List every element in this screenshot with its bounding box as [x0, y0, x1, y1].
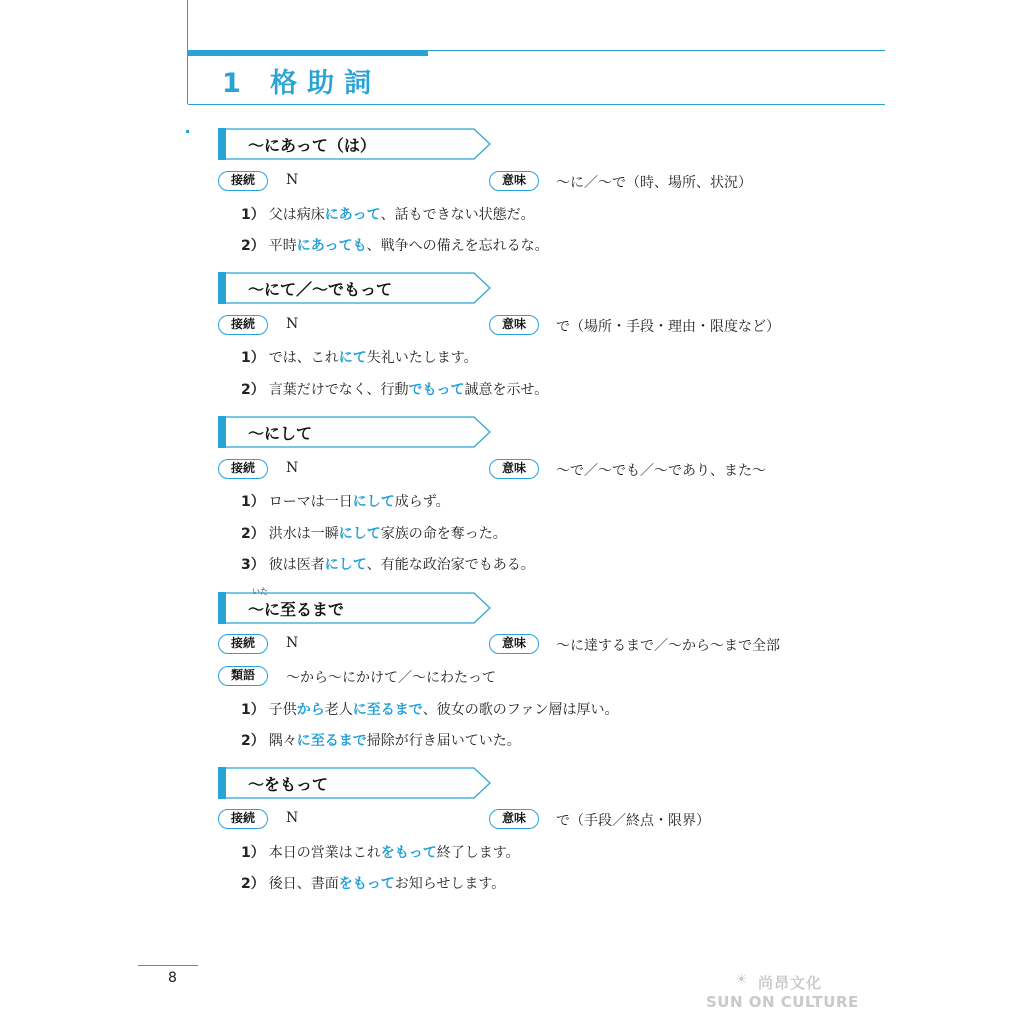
example-highlight: をもって	[338, 876, 395, 892]
meaning-value: ～に／～で（時、場所、状況）	[556, 175, 752, 191]
example-sentence	[241, 873, 505, 893]
example-post: 誠意を示せ。	[464, 382, 549, 398]
publisher-name-cn: 尚昂文化	[758, 974, 823, 992]
example-sentence	[241, 204, 535, 224]
similar-value: ～から～にかけて／～にわたって	[286, 670, 496, 686]
example-pre: 隅々	[268, 733, 297, 749]
page-title: 1 格助詞	[222, 68, 382, 99]
publisher-logo-icon: ☀	[735, 972, 748, 988]
example-highlight: でもって	[408, 382, 465, 398]
meaning-tag: 意味	[489, 459, 539, 479]
section-heading	[218, 416, 492, 448]
example-post: 、話もできない状態だ。	[380, 207, 535, 223]
section-heading	[218, 587, 492, 624]
connection-value: N	[286, 810, 299, 826]
similar-tag: 類語	[218, 666, 268, 686]
publisher-name-en: SUN ON CULTURE	[706, 993, 859, 1011]
section-heading	[218, 128, 492, 160]
section-heading-text: ～に至るまで	[248, 600, 345, 619]
example-post: 、彼女の歌のファン層は厚い。	[422, 702, 619, 718]
example-post: 成らず。	[394, 494, 450, 510]
example-number: 3）	[241, 557, 265, 573]
example-post: 、戦争への備えを忘れるな。	[366, 238, 549, 254]
section-heading	[218, 272, 492, 304]
example-highlight: にして	[338, 526, 381, 542]
example-number: 2）	[241, 733, 265, 749]
title-bottom-rule	[188, 104, 885, 105]
page-number: 8	[168, 970, 177, 986]
section-heading-text: ～にあって（は）	[248, 136, 376, 155]
connection-value: N	[286, 635, 299, 651]
meaning-tag: 意味	[489, 809, 539, 829]
example-number: 1）	[241, 350, 265, 366]
section-heading-text: ～をもって	[248, 775, 329, 794]
connection-tag: 接続	[218, 809, 268, 829]
example-post: 家族の命を奪った。	[380, 526, 507, 542]
furigana: いた	[252, 587, 268, 596]
example-sentence	[241, 491, 450, 511]
example-highlight: をもって	[380, 845, 437, 861]
example-highlight: にして	[324, 557, 367, 573]
example-number: 1）	[241, 845, 265, 861]
example-pre: 子供	[268, 702, 297, 718]
example-post: 失礼いたします。	[366, 350, 478, 366]
example-sentence	[241, 347, 478, 367]
connection-tag: 接続	[218, 459, 268, 479]
example-number: 1）	[241, 207, 265, 223]
title-accent-bar	[188, 50, 428, 56]
example-number: 2）	[241, 382, 265, 398]
example-sentence	[241, 379, 548, 399]
frame-dot	[186, 130, 189, 133]
example-sentence	[241, 235, 549, 255]
example-pre: 後日、書面	[268, 876, 339, 892]
example-pre: ローマは一日	[268, 494, 353, 510]
example-post: 終了します。	[436, 845, 520, 861]
example-sentence	[241, 554, 535, 574]
section-heading-text: ～にて／～でもって	[248, 280, 393, 299]
example-number: 2）	[241, 238, 265, 254]
example-number: 1）	[241, 494, 265, 510]
example-pre: 平時	[268, 238, 297, 254]
example-pre: 彼は医者	[268, 557, 325, 573]
meaning-tag: 意味	[489, 315, 539, 335]
example-pre: 本日の営業はこれ	[268, 845, 381, 861]
example-post: 掃除が行き届いていた。	[366, 733, 521, 749]
connection-value: N	[286, 172, 299, 188]
example-number: 2）	[241, 876, 265, 892]
meaning-value: ～で／～でも／～であり、また～	[556, 463, 766, 479]
example-sentence	[241, 730, 521, 750]
example-pre: では、これ	[268, 350, 339, 366]
meaning-tag: 意味	[489, 634, 539, 654]
example-pre: 洪水は一瞬	[268, 526, 339, 542]
example-sentence	[241, 842, 520, 862]
example-highlight: にて	[338, 350, 367, 366]
meaning-tag: 意味	[489, 171, 539, 191]
example-sentence	[241, 699, 618, 719]
example-mid: 老人	[324, 702, 353, 718]
connection-tag: 接続	[218, 315, 268, 335]
example-pre: 言葉だけでなく、行動	[268, 382, 409, 398]
section-heading-text: ～にして	[248, 424, 313, 443]
meaning-value: で（場所・手段・理由・限度など）	[556, 319, 780, 335]
example-highlight: から	[296, 702, 325, 718]
example-number: 2）	[241, 526, 265, 542]
example-highlight: にあっても	[296, 238, 367, 254]
example-number: 1）	[241, 702, 265, 718]
meaning-value: ～に達するまで／～から～まで全部	[556, 638, 780, 654]
example-highlight: にあって	[324, 207, 381, 223]
example-highlight: に至るまで	[296, 733, 367, 749]
example-highlight: に至るまで	[352, 702, 423, 718]
example-highlight: にして	[352, 494, 395, 510]
connection-tag: 接続	[218, 634, 268, 654]
connection-tag: 接続	[218, 171, 268, 191]
connection-value: N	[286, 460, 299, 476]
page-number-rule	[138, 965, 198, 966]
connection-value: N	[286, 316, 299, 332]
meaning-value: で（手段／終点・限界）	[556, 813, 710, 829]
example-post: 、有能な政治家でもある。	[366, 557, 535, 573]
section-heading	[218, 767, 492, 799]
example-sentence	[241, 523, 507, 543]
example-pre: 父は病床	[268, 207, 325, 223]
example-post: お知らせします。	[394, 876, 506, 892]
